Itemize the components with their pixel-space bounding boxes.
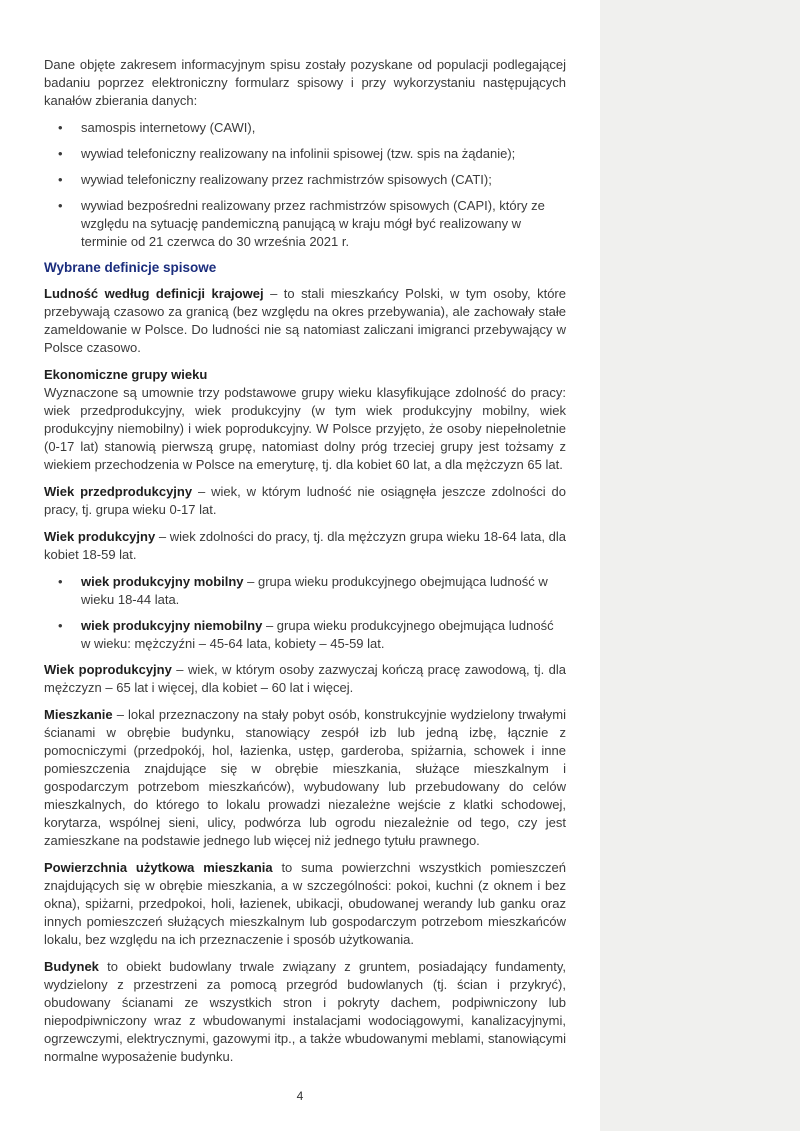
definition-paragraph: Mieszkanie – lokal przeznaczony na stały pobyt osób, konstrukcyjnie wydzielony trwałymi ścianami w obrębie budynku, stanowiący zespół izb lub jedną izbę, łącznie z pomocniczymi (przedpokój, hol, łazienka, ustęp, garderoba, spiżarnia, schowek i inne pomieszczenia znajdujące się w obrębie mieszkania, służące mieszkalnym i gospodarczym potrzebom mieszkańców), wybudowany lub przebudowany do celów mieszkalnych, do którego to lokalu prowadzi niezależne wejście z klatki schodowej, korytarza, wspólnej sieni, ulicy, podwórza lub ogrodu niezależnie od tego, czy jest zamieszkane na podstawie jednego lub więcej niż jednego tytułu prawnego. [44,707,567,848]
bullet-item [44,197,566,251]
bullet-item [44,573,566,609]
definition-paragraph: Wiek przedprodukcyjny – wiek, w którym ludność nie osiągnęła jeszcze zdolności do pracy, tj. grupa wieku 0-17 lat. [44,484,566,517]
definition-term: Wiek przedprodukcyjny [44,484,198,499]
bullet-text: samospis internetowy (CAWI), [81,120,256,135]
definition-term: wiek produkcyjny mobilny [81,574,248,589]
bullet-marker: • [58,172,63,187]
definition-paragraph: Ekonomiczne grupy wieku Wyznaczone są umownie trzy podstawowe grupy wieku klasyfikujące zdolność do pracy: wiek przedprodukcyjny, wiek produkcyjny (w tym wiek produkcyjny mobilny, wiek produkcyjny niemobilny) i wiek poprodukcyjny. W Polsce przyjęto, że osoby niepełnoletnie (0-17 lat) stanowią pierwszą grupę, natomiast dolny próg trzeciej grupy jest tożsamy z wiekiem przechodzenia w Polsce na emeryturę, tj. dla kobiet 60 lat, a dla mężczyzn 65 lat. [44,367,566,472]
bullet-marker: • [58,618,63,633]
bullet-text: wiek produkcyjny niemobilny – grupa wieku produkcyjnego obejmująca ludność w wieku: mężczyźni – 45-64 lata, kobiety – 45-59 lat. [81,618,554,651]
document-content [44,56,566,1075]
definition-term: Powierzchnia użytkowa mieszkania [44,860,282,875]
definition-term: Wiek produkcyjny [44,529,159,544]
bullet-item [44,171,566,189]
body-paragraph: Dane objęte zakresem informacyjnym spisu zostały pozyskane od populacji podlegającej badaniu poprzez elektroniczny formularz spisowy i przy wykorzystaniu następujących kanałów zbierania danych: [44,57,566,108]
definition-paragraph: Wiek poprodukcyjny – wiek, w którym osoby zazwyczaj kończą pracę zawodową, tj. dla mężczyzn – 65 lat i więcej, dla kobiet – 60 lat i więcej. [44,662,566,695]
bullet-marker: • [58,198,63,213]
bullet-text: wywiad telefoniczny realizowany przez rachmistrzów spisowych (CATI); [81,172,492,187]
bullet-text: wywiad bezpośredni realizowany przez rachmistrzów spisowych (CAPI), który ze względu na sytuację pandemiczną panującą w kraju mógł być realizowany w terminie od 21 czerwca do 30 września 2021 r. [81,198,545,249]
bullet-marker: • [58,574,63,589]
definition-paragraph: Ludność według definicji krajowej – to stali mieszkańcy Polski, w tym osoby, które przebywają czasowo za granicą (bez względu na okres przebywania), ale zachowały stałe zameldowanie w Polsce. Do ludności nie są natomiast zaliczani imigranci przebywający w Polsce czasowo. [44,286,566,355]
bullet-item [44,119,566,137]
bullet-text: wywiad telefoniczny realizowany na infolinii spisowej (tzw. spis na żądanie); [81,146,516,161]
definition-paragraph: Budynek to obiekt budowlany trwale związany z gruntem, posiadający fundamenty, wydzielony z przestrzeni za pomocą przegród budowlanych (tj. ścian i przykryć), obudowany ścianami ze wszystkich stron i pokryty dachem, podpiwniczony lub niepodpiwniczony wraz z wbudowanymi instalacjami wodociągowymi, kanalizacyjnymi, ogrzewczymi, elektrycznymi, gazowymi itp., a także wbudowanymi meblami, stanowiącymi normalne wyposażenie budynku. [44,959,567,1064]
bullet-item [44,617,566,653]
page-number: 4 [296,1089,304,1103]
bullet-marker: • [58,120,63,135]
definition-paragraph: Powierzchnia użytkowa mieszkania to suma powierzchni wszystkich pomieszczeń znajdujących się w obrębie mieszkania, a w szczególności: pokoi, kuchni (z oknem i bez okna), spiżarni, przedpokoi, holi, łazienek, ubikacji, obudowanej werandy lub ganku oraz innych pomieszczeń służących mieszkalnym lub gospodarczym potrzebom mieszkańców lokalu, bez względu na ich przeznaczenie i sposób użytkowania. [44,860,566,947]
bullet-text: wiek produkcyjny mobilny – grupa wieku produkcyjnego obejmująca ludność w wieku 18-44 lata. [81,574,548,607]
definition-paragraph: Wiek produkcyjny – wiek zdolności do pracy, tj. dla mężczyzn grupa wieku 18-64 lata, dla kobiet 18-59 lat. [44,529,566,562]
definition-term: Ludność według definicji krajowej [44,286,271,301]
definition-term: Budynek [44,959,108,974]
section-heading: Wybrane definicje spisowe [44,260,217,275]
right-margin-strip [600,0,800,1131]
definition-term: Ekonomiczne grupy wieku [44,367,208,382]
page-footer [0,1089,600,1103]
bullet-item [44,145,566,163]
definition-term: Mieszkanie [44,707,117,722]
bullet-marker: • [58,146,63,161]
definition-term: wiek produkcyjny niemobilny [81,618,266,633]
definition-term: Wiek poprodukcyjny [44,662,177,677]
